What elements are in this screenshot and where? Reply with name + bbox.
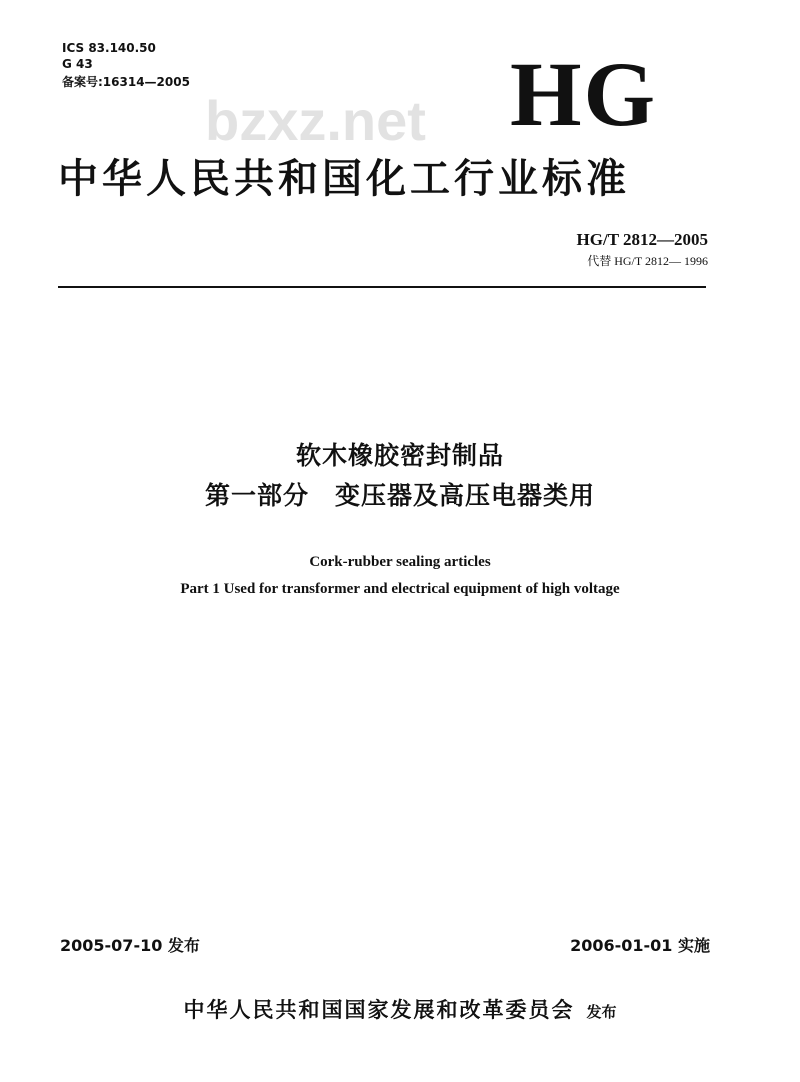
divider bbox=[58, 286, 706, 288]
record-number: 备案号:16314—2005 bbox=[62, 75, 190, 89]
publisher-line bbox=[0, 996, 800, 1026]
publish-label: 发布 bbox=[586, 1003, 617, 1021]
ics-code: ICS 83.140.50 bbox=[62, 41, 156, 55]
watermark: bzxz.net bbox=[205, 89, 426, 152]
effective-date: 2006-01-01 实施 bbox=[570, 936, 710, 955]
class-code: G 43 bbox=[62, 57, 93, 71]
hg-logo: HG bbox=[510, 43, 658, 145]
organization-title: 中华人民共和国化工行业标准 bbox=[58, 156, 630, 202]
title-cn-line1: 软木橡胶密封制品 bbox=[295, 441, 504, 470]
publisher: 中华人民共和国国家发展和改革委员会 bbox=[183, 998, 575, 1022]
issue-date: 2005-07-10 发布 bbox=[60, 936, 200, 955]
title-en-line2: Part 1 Used for transformer and electrical equipment of high voltage bbox=[180, 581, 620, 597]
standard-code: HG/T 2812—2005 bbox=[576, 230, 708, 249]
replaces-standard: 代替 HG/T 2812— 1996 bbox=[587, 254, 708, 268]
title-cn-line2: 第一部分 变压器及高压电器类用 bbox=[204, 481, 595, 510]
title-en-line1: Cork-rubber sealing articles bbox=[309, 554, 491, 570]
